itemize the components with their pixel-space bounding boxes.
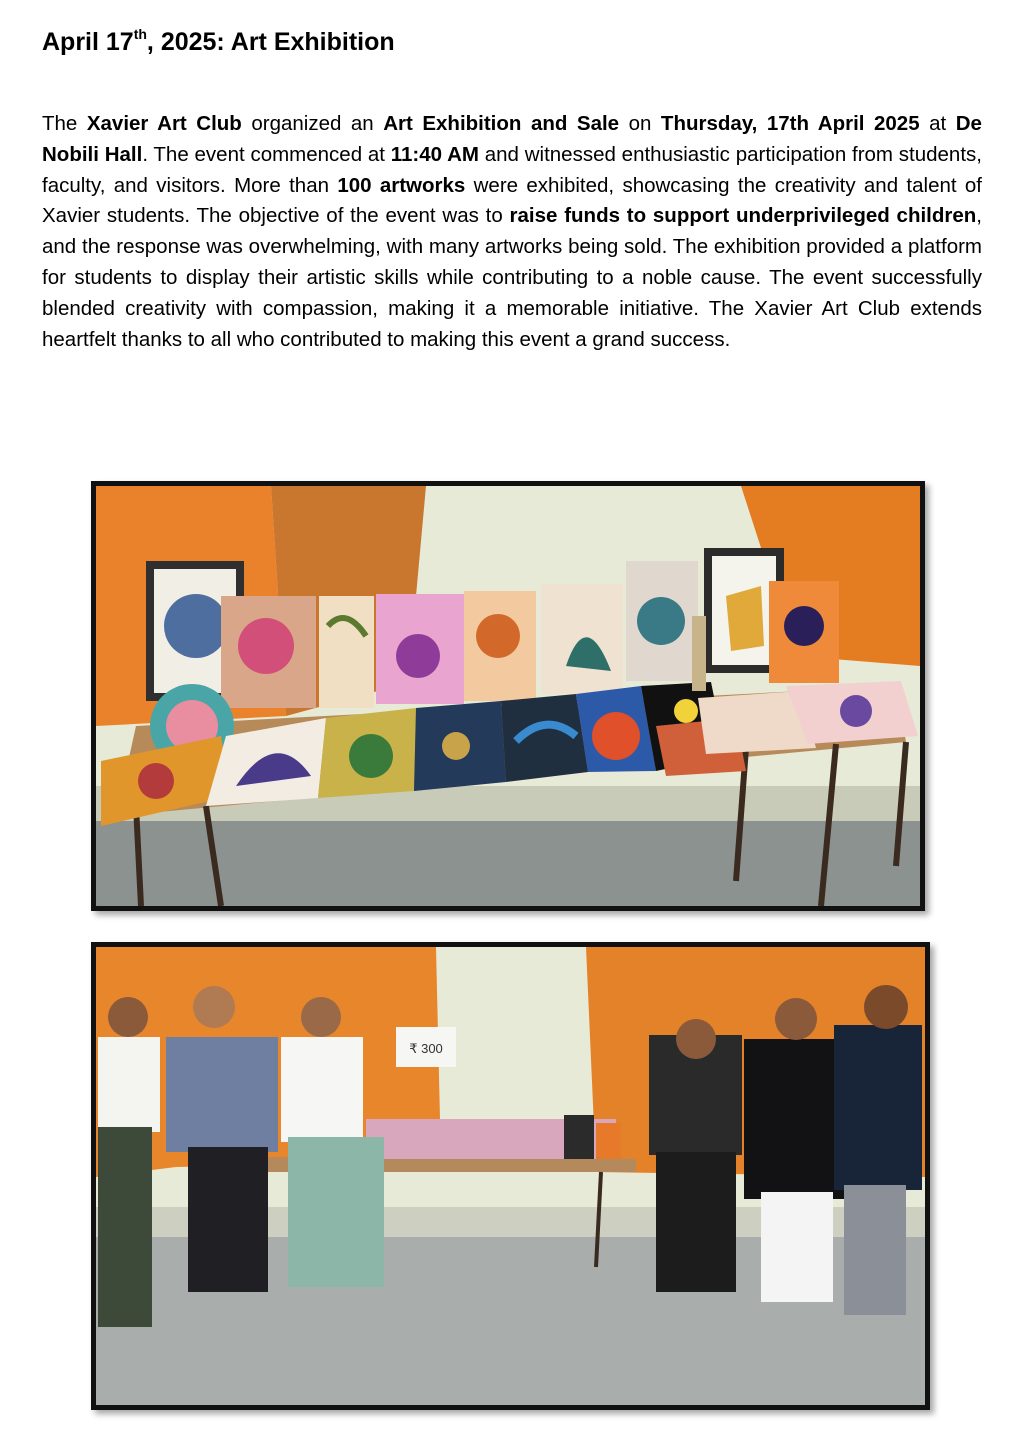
text-segment: and witnessed enthusiastic participation from students, faculty, and visitors. More than <box>42 142 982 197</box>
event-time: 11:40 AM <box>390 142 479 166</box>
price-tag: ₹ 300 <box>409 1041 443 1056</box>
text-segment: The <box>42 112 87 135</box>
artwork-display-illustration <box>96 486 920 906</box>
text-segment: on <box>619 112 661 135</box>
artwork-count: 100 artworks <box>337 173 466 197</box>
title-rest: , 2025: Art Exhibition <box>146 28 395 56</box>
event-name: Art Exhibition and Sale <box>383 112 620 135</box>
club-name: Xavier Art Club <box>86 112 242 135</box>
page-title <box>42 26 395 58</box>
event-objective: raise funds to support underprivileged children <box>509 204 977 228</box>
event-venue: De Nobili Hall <box>42 112 982 166</box>
text-segment: organized an <box>241 112 384 135</box>
title-date: April 17 <box>42 28 134 56</box>
organizers-group-illustration <box>96 947 925 1405</box>
artwork-display-photo <box>91 481 925 911</box>
organizers-group-photo <box>91 942 930 1410</box>
event-date: Thursday, 17th April 2025 <box>660 112 920 135</box>
event-description <box>42 109 982 355</box>
text-segment: . The event commenced at <box>142 142 391 166</box>
text-segment: were exhibited, showcasing the creativity and talent of Xavier students. The objective of the event was to <box>42 173 982 228</box>
text-segment: at <box>919 112 956 135</box>
title-ordinal-suffix: th <box>133 25 147 42</box>
text-segment: , and the response was overwhelming, with many artworks being sold. The exhibition provided a platform for students to display their artistic skills while contributing to a noble cause. The event successfully blended creativity with compassion, making it a memorable initiative. The Xavier Art Club extends heartfelt thanks to all who contributed to making this event a grand success. <box>42 204 982 351</box>
